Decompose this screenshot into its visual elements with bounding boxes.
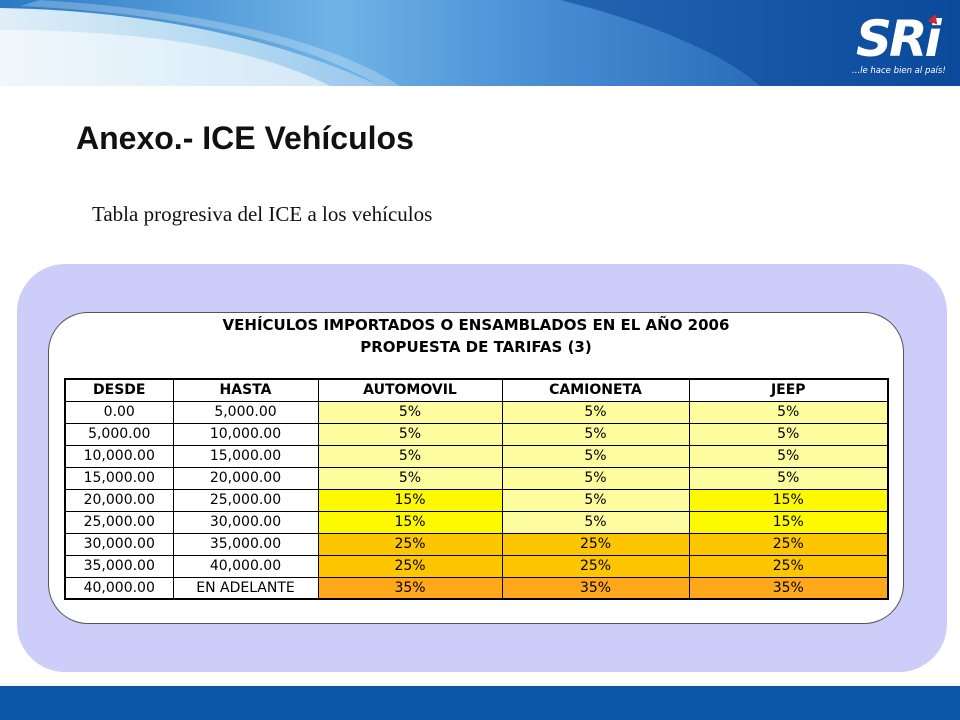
cell-hasta: 35,000.00 <box>173 533 318 555</box>
cell-automovil: 25% <box>318 555 502 577</box>
cell-hasta: 10,000.00 <box>173 423 318 445</box>
cell-automovil: 5% <box>318 467 502 489</box>
cell-automovil: 15% <box>318 489 502 511</box>
table-row <box>65 511 888 533</box>
cell-jeep: 5% <box>689 467 888 489</box>
cell-camioneta: 25% <box>502 533 689 555</box>
cell-hasta: 40,000.00 <box>173 555 318 577</box>
page-title: Anexo.- ICE Vehículos <box>76 120 414 156</box>
cell-hasta: 30,000.00 <box>173 511 318 533</box>
cell-jeep: 5% <box>689 423 888 445</box>
cell-jeep: 25% <box>689 555 888 577</box>
table-header-row <box>65 379 888 401</box>
col-header-desde: DESDE <box>65 379 173 401</box>
cell-camioneta: 5% <box>502 445 689 467</box>
page-subtitle: Tabla progresiva del ICE a los vehículos <box>92 202 433 226</box>
cell-jeep: 15% <box>689 489 888 511</box>
col-header-automovil: AUTOMOVIL <box>318 379 502 401</box>
cell-automovil: 5% <box>318 401 502 423</box>
logo-tagline: ...le hace bien al país! <box>852 66 946 76</box>
col-header-camioneta: CAMIONETA <box>502 379 689 401</box>
table-row <box>65 489 888 511</box>
table-row <box>65 577 888 599</box>
table-title-line2: PROPUESTA DE TARIFAS (3) <box>360 338 592 356</box>
rates-table <box>64 378 889 600</box>
cell-desde: 40,000.00 <box>65 577 173 599</box>
cell-camioneta: 5% <box>502 467 689 489</box>
cell-automovil: 15% <box>318 511 502 533</box>
table-row <box>65 533 888 555</box>
cell-desde: 15,000.00 <box>65 467 173 489</box>
cell-hasta: 25,000.00 <box>173 489 318 511</box>
cell-desde: 25,000.00 <box>65 511 173 533</box>
table-row <box>65 401 888 423</box>
table-row <box>65 423 888 445</box>
logo-text: SRi <box>856 10 939 68</box>
cell-desde: 35,000.00 <box>65 555 173 577</box>
cell-desde: 30,000.00 <box>65 533 173 555</box>
cell-jeep: 25% <box>689 533 888 555</box>
cell-hasta: 5,000.00 <box>173 401 318 423</box>
cell-hasta: 15,000.00 <box>173 445 318 467</box>
table-row <box>65 555 888 577</box>
col-header-jeep: JEEP <box>689 379 888 401</box>
footer-bar <box>0 686 960 720</box>
cell-automovil: 25% <box>318 533 502 555</box>
cell-desde: 10,000.00 <box>65 445 173 467</box>
banner-graphic <box>0 0 960 86</box>
cell-desde: 0.00 <box>65 401 173 423</box>
cell-camioneta: 5% <box>502 511 689 533</box>
table-row <box>65 467 888 489</box>
cell-camioneta: 5% <box>502 401 689 423</box>
header-banner <box>0 0 960 86</box>
sri-logo <box>848 10 948 82</box>
cell-automovil: 5% <box>318 445 502 467</box>
col-header-hasta: HASTA <box>173 379 318 401</box>
cell-camioneta: 5% <box>502 423 689 445</box>
cell-camioneta: 5% <box>502 489 689 511</box>
table-title <box>48 314 904 358</box>
cell-camioneta: 35% <box>502 577 689 599</box>
cell-hasta: EN ADELANTE <box>173 577 318 599</box>
cell-jeep: 15% <box>689 511 888 533</box>
cell-jeep: 5% <box>689 445 888 467</box>
cell-jeep: 35% <box>689 577 888 599</box>
cell-automovil: 35% <box>318 577 502 599</box>
cell-hasta: 20,000.00 <box>173 467 318 489</box>
cell-jeep: 5% <box>689 401 888 423</box>
cell-desde: 5,000.00 <box>65 423 173 445</box>
cell-camioneta: 25% <box>502 555 689 577</box>
table-row <box>65 445 888 467</box>
cell-automovil: 5% <box>318 423 502 445</box>
cell-desde: 20,000.00 <box>65 489 173 511</box>
table-title-line1: VEHÍCULOS IMPORTADOS O ENSAMBLADOS EN EL AÑO 2006 <box>222 316 730 334</box>
